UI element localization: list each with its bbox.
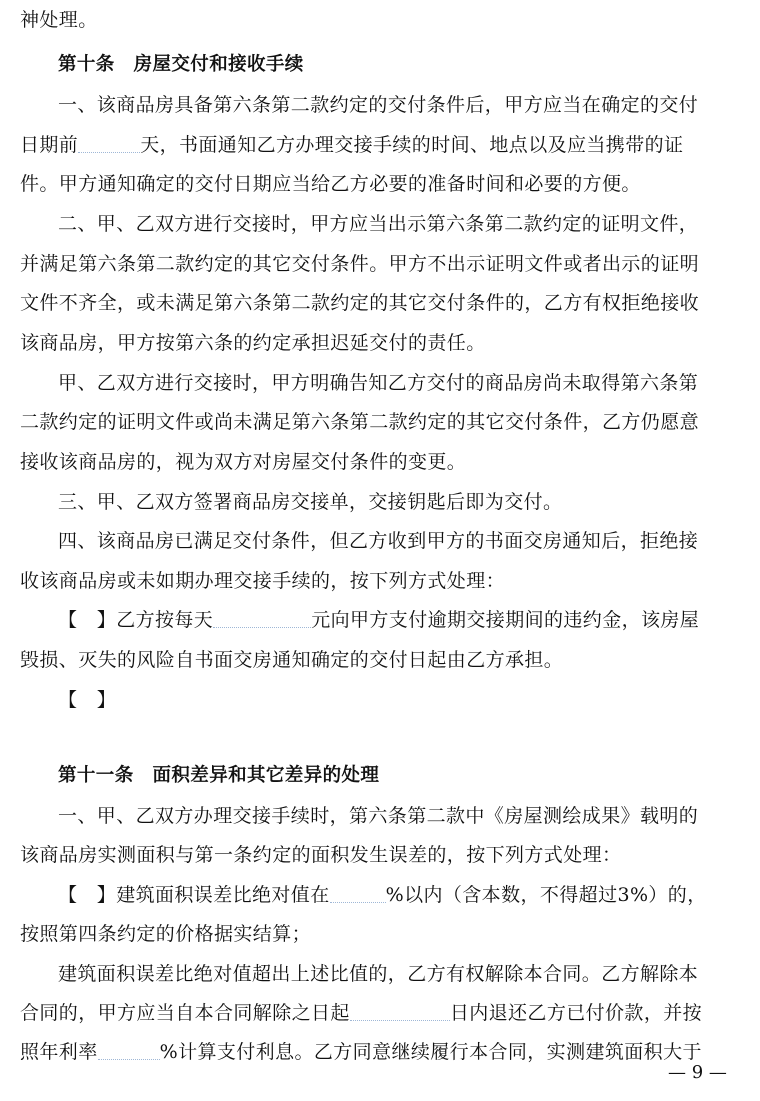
text-segment: %以内（含本数，不得超过3%）的， [385, 884, 707, 906]
text-line [0, 1001, 760, 1025]
daily-penalty-blank[interactable] [213, 609, 311, 628]
refund-days-blank[interactable] [350, 1002, 450, 1021]
text-line: 二、甲、乙双方进行交接时，甲方应当出示第六条第二款约定的证明文件， [58, 213, 699, 235]
text-segment: 日期前 [20, 134, 79, 156]
text-line: 该商品房，甲方按第六条的约定承担迟延交付的责任。 [20, 332, 486, 354]
text-line: 收该商品房或未如期办理交接手续的，按下列方式处理： [20, 570, 506, 592]
text-line: 毁损、灭失的风险自书面交房通知确定的交付日起由乙方承担。 [20, 649, 564, 671]
text-line: 神处理。 [20, 9, 98, 31]
option-checkbox-text[interactable]: 【 】乙方按每天 [58, 609, 214, 631]
option-line [0, 608, 760, 632]
text-line [0, 1040, 760, 1064]
text-segment: 照年利率 [20, 1041, 98, 1063]
days-notice-blank[interactable] [78, 134, 140, 153]
text-line: 三、甲、乙双方签署商品房交接单，交接钥匙后即为交付。 [58, 491, 563, 513]
text-line: 文件不齐全，或未满足第六条第二款约定的其它交付条件的，乙方有权拒绝接收 [20, 292, 700, 314]
text-line [0, 133, 760, 157]
text-line: 建筑面积误差比绝对值超出上述比值的，乙方有权解除本合同。乙方解除本 [58, 963, 699, 985]
text-line: 甲、乙双方进行交接时，甲方明确告知乙方交付的商品房尚未取得第六条第 [58, 372, 699, 394]
text-segment: 日内退还乙方已付价款，并按 [449, 1002, 703, 1024]
text-line: 一、该商品房具备第六条第二款约定的交付条件后，甲方应当在确定的交付 [58, 94, 699, 116]
text-segment: 元向甲方支付逾期交接期间的违约金，该房屋 [311, 609, 700, 631]
text-line: 接收该商品房的，视为双方对房屋交付条件的变更。 [20, 451, 467, 473]
text-line: 按照第四条约定的价格据实结算； [20, 923, 312, 945]
interest-rate-blank[interactable] [98, 1041, 160, 1060]
text-line: 该商品房实测面积与第一条约定的面积发生误差的，按下列方式处理： [20, 844, 622, 866]
article-10-heading: 第十条 房屋交付和接收手续 [58, 54, 304, 75]
text-segment: 合同的，甲方应当自本合同解除之日起 [20, 1002, 350, 1024]
option-checkbox[interactable]: 【 】 [58, 689, 117, 711]
option-line [0, 883, 760, 907]
text-line: 四、该商品房已满足交付条件，但乙方收到甲方的书面交房通知后，拒绝接 [58, 530, 699, 552]
text-line: 件。甲方通知确定的交付日期应当给乙方必要的准备时间和必要的方便。 [20, 173, 641, 195]
text-line: 并满足第六条第二款约定的其它交付条件。甲方不出示证明文件或者出示的证明 [20, 253, 700, 275]
text-segment: %计算支付利息。乙方同意继续履行本合同，实测建筑面积大于 [159, 1041, 702, 1063]
text-line: 二款约定的证明文件或尚未满足第六条第二款约定的其它交付条件，乙方仍愿意 [20, 411, 700, 433]
article-11-heading: 第十一条 面积差异和其它差异的处理 [58, 765, 380, 786]
text-line: 一、甲、乙双方办理交接手续时，第六条第二款中《房屋测绘成果》载明的 [58, 805, 699, 827]
page-number: — 9 — [668, 1062, 727, 1083]
option-checkbox-text[interactable]: 【 】建筑面积误差比绝对值在 [58, 884, 330, 906]
text-segment: 天，书面通知乙方办理交接手续的时间、地点以及应当携带的证 [140, 134, 684, 156]
area-error-percent-blank[interactable] [330, 884, 386, 903]
